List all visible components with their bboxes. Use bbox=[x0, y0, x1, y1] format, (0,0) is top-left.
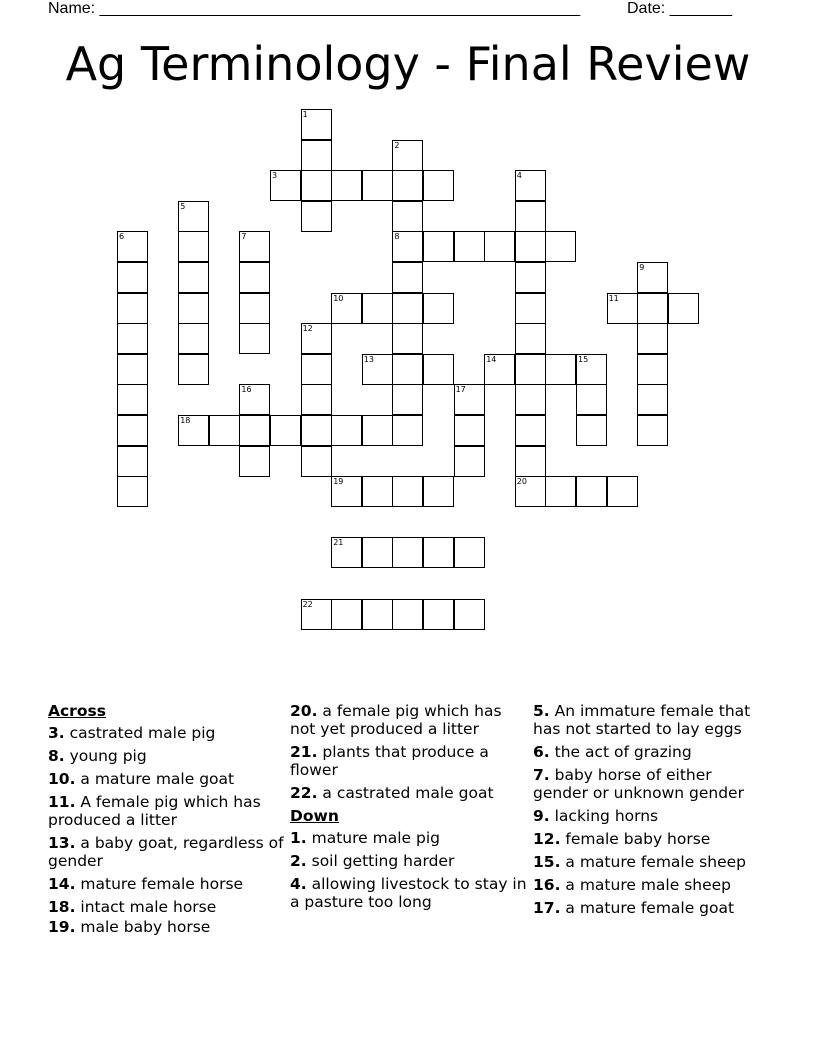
grid-cell[interactable] bbox=[637, 354, 668, 385]
clue-text: An immature female that has not started to lay eggs bbox=[533, 702, 751, 738]
down-clue bbox=[533, 807, 771, 825]
clue-number: 9. bbox=[533, 807, 550, 825]
grid-cell[interactable] bbox=[515, 384, 546, 415]
clue-text: castrated male pig bbox=[69, 724, 216, 742]
grid-cell[interactable] bbox=[637, 384, 668, 415]
grid-cell[interactable] bbox=[515, 201, 546, 232]
grid-cell[interactable] bbox=[668, 293, 699, 324]
grid-cell[interactable] bbox=[392, 415, 423, 446]
grid-cell[interactable] bbox=[607, 476, 638, 507]
cell-number: 19 bbox=[333, 477, 344, 487]
cell-number: 11 bbox=[608, 293, 619, 303]
across-clue bbox=[48, 793, 286, 829]
grid-cell[interactable] bbox=[454, 384, 485, 415]
across-clue bbox=[48, 834, 286, 870]
clue-text: allowing livestock to stay in a pasture too long bbox=[290, 875, 527, 911]
clue-number: 19. bbox=[48, 918, 76, 936]
cell-number: 13 bbox=[363, 354, 374, 364]
grid-cell[interactable] bbox=[362, 537, 393, 568]
grid-cell[interactable] bbox=[301, 140, 332, 171]
grid-cell[interactable] bbox=[362, 170, 393, 201]
across-clue bbox=[48, 898, 286, 916]
grid-cell[interactable] bbox=[239, 231, 270, 262]
down-heading: Down bbox=[290, 807, 339, 825]
grid-cell[interactable] bbox=[515, 293, 546, 324]
grid-cell[interactable] bbox=[362, 293, 393, 324]
grid-cell[interactable] bbox=[178, 293, 209, 324]
grid-cell[interactable] bbox=[117, 354, 148, 385]
grid-cell[interactable] bbox=[515, 415, 546, 446]
grid-cell[interactable] bbox=[301, 446, 332, 477]
grid-cell[interactable] bbox=[515, 446, 546, 477]
down-clue bbox=[290, 852, 528, 870]
grid-cell[interactable] bbox=[117, 476, 148, 507]
cell-number: 10 bbox=[333, 293, 344, 303]
grid-cell[interactable] bbox=[178, 201, 209, 232]
grid-cell[interactable] bbox=[576, 384, 607, 415]
clue-text: mature female horse bbox=[80, 875, 244, 893]
grid-cell[interactable] bbox=[392, 201, 423, 232]
grid-cell[interactable] bbox=[301, 354, 332, 385]
grid-cell[interactable] bbox=[331, 476, 362, 507]
clue-number: 11. bbox=[48, 793, 76, 811]
grid-cell[interactable] bbox=[117, 384, 148, 415]
down-clue bbox=[533, 830, 771, 848]
clue-number: 1. bbox=[290, 829, 307, 847]
grid-cell[interactable] bbox=[515, 170, 546, 201]
grid-cell[interactable] bbox=[454, 446, 485, 477]
grid-cell[interactable] bbox=[423, 599, 454, 630]
clue-number: 6. bbox=[533, 743, 550, 761]
clue-number: 10. bbox=[48, 770, 76, 788]
across-clue bbox=[48, 724, 286, 742]
down-clue bbox=[533, 899, 771, 917]
grid-cell[interactable] bbox=[454, 537, 485, 568]
grid-cell[interactable] bbox=[515, 262, 546, 293]
name-field-label: Name: ______________________________________________________ bbox=[48, 0, 581, 17]
grid-cell[interactable] bbox=[576, 476, 607, 507]
grid-cell[interactable] bbox=[576, 354, 607, 385]
clue-text: male baby horse bbox=[80, 918, 211, 936]
grid-cell[interactable] bbox=[239, 323, 270, 354]
clue-number: 18. bbox=[48, 898, 76, 916]
cell-number: 4 bbox=[516, 171, 522, 181]
grid-cell[interactable] bbox=[178, 231, 209, 262]
grid-cell[interactable] bbox=[117, 293, 148, 324]
clue-column-1 bbox=[48, 702, 286, 941]
cell-number: 17 bbox=[455, 385, 466, 395]
grid-cell[interactable] bbox=[331, 293, 362, 324]
grid-cell[interactable] bbox=[117, 323, 148, 354]
grid-cell[interactable] bbox=[637, 293, 668, 324]
cell-number: 7 bbox=[241, 232, 247, 242]
clue-column-2 bbox=[290, 702, 528, 916]
grid-cell[interactable] bbox=[331, 599, 362, 630]
grid-cell[interactable] bbox=[362, 476, 393, 507]
clue-text: mature male pig bbox=[311, 829, 440, 847]
grid-cell[interactable] bbox=[392, 476, 423, 507]
cell-number: 14 bbox=[486, 354, 497, 364]
grid-cell[interactable] bbox=[423, 293, 454, 324]
across-clue bbox=[290, 743, 528, 779]
grid-cell[interactable] bbox=[117, 415, 148, 446]
grid-cell[interactable] bbox=[239, 384, 270, 415]
grid-cell[interactable] bbox=[239, 262, 270, 293]
cell-number: 9 bbox=[639, 263, 645, 272]
down-clue bbox=[290, 875, 528, 911]
grid-cell[interactable] bbox=[301, 415, 332, 446]
grid-cell[interactable] bbox=[454, 231, 485, 262]
across-clue bbox=[48, 747, 286, 765]
grid-cell[interactable] bbox=[178, 262, 209, 293]
grid-cell[interactable] bbox=[515, 323, 546, 354]
grid-cell[interactable] bbox=[117, 446, 148, 477]
clue-text: a castrated male goat bbox=[322, 784, 494, 802]
grid-cell[interactable] bbox=[301, 323, 332, 354]
grid-cell[interactable] bbox=[331, 170, 362, 201]
clue-number: 12. bbox=[533, 830, 561, 848]
grid-cell[interactable] bbox=[301, 599, 332, 630]
grid-cell[interactable] bbox=[178, 415, 209, 446]
clue-number: 17. bbox=[533, 899, 561, 917]
grid-cell[interactable] bbox=[515, 476, 546, 507]
cell-number: 22 bbox=[302, 599, 313, 609]
clue-number: 13. bbox=[48, 834, 76, 852]
clue-text: a mature female goat bbox=[565, 899, 735, 917]
clue-text: plants that produce a flower bbox=[290, 743, 489, 779]
grid-cell[interactable] bbox=[423, 231, 454, 262]
grid-cell[interactable] bbox=[423, 476, 454, 507]
grid-cell[interactable] bbox=[117, 231, 148, 262]
grid-cell[interactable] bbox=[331, 537, 362, 568]
grid-cell[interactable] bbox=[178, 323, 209, 354]
clue-number: 8. bbox=[48, 747, 65, 765]
cell-number: 8 bbox=[394, 232, 400, 242]
grid-cell[interactable] bbox=[607, 293, 638, 324]
clue-number: 5. bbox=[533, 702, 550, 720]
grid-cell[interactable] bbox=[576, 415, 607, 446]
clue-text: female baby horse bbox=[565, 830, 711, 848]
clue-text: intact male horse bbox=[80, 898, 217, 916]
down-clue bbox=[533, 876, 771, 894]
cell-number: 5 bbox=[180, 201, 186, 211]
grid-cell[interactable] bbox=[392, 384, 423, 415]
clue-number: 20. bbox=[290, 702, 318, 720]
grid-cell[interactable] bbox=[392, 170, 423, 201]
grid-cell[interactable] bbox=[637, 415, 668, 446]
clue-text: young pig bbox=[69, 747, 147, 765]
grid-cell[interactable] bbox=[515, 231, 546, 262]
down-clue bbox=[533, 743, 771, 761]
down-clue bbox=[533, 853, 771, 871]
grid-cell[interactable] bbox=[209, 415, 240, 446]
grid-cell[interactable] bbox=[392, 323, 423, 354]
clue-text: a mature male sheep bbox=[565, 876, 732, 894]
grid-cell[interactable] bbox=[239, 415, 270, 446]
cell-number: 3 bbox=[272, 171, 278, 181]
clue-number: 21. bbox=[290, 743, 318, 761]
grid-cell[interactable] bbox=[637, 323, 668, 354]
cell-number: 16 bbox=[241, 385, 252, 395]
clue-number: 22. bbox=[290, 784, 318, 802]
cell-number: 1 bbox=[302, 110, 308, 119]
grid-cell[interactable] bbox=[392, 293, 423, 324]
cell-number: 18 bbox=[180, 416, 191, 425]
grid-cell[interactable] bbox=[392, 599, 423, 630]
clue-number: 14. bbox=[48, 875, 76, 893]
clue-number: 3. bbox=[48, 724, 65, 742]
clue-text: a mature female sheep bbox=[565, 853, 746, 871]
grid-cell[interactable] bbox=[392, 354, 423, 385]
grid-cell[interactable] bbox=[117, 262, 148, 293]
cell-number: 15 bbox=[578, 354, 589, 364]
down-clue bbox=[533, 766, 771, 802]
clue-text: A female pig which has produced a litter bbox=[48, 793, 261, 829]
grid-cell[interactable] bbox=[392, 140, 423, 171]
grid-cell[interactable] bbox=[239, 446, 270, 477]
grid-cell[interactable] bbox=[301, 109, 332, 140]
grid-cell[interactable] bbox=[301, 170, 332, 201]
grid-cell[interactable] bbox=[331, 415, 362, 446]
grid-cell[interactable] bbox=[301, 201, 332, 232]
grid-cell[interactable] bbox=[423, 354, 454, 385]
across-clue bbox=[290, 784, 528, 802]
grid-cell[interactable] bbox=[270, 170, 301, 201]
clue-number: 2. bbox=[290, 852, 307, 870]
grid-cell[interactable] bbox=[301, 384, 332, 415]
grid-cell[interactable] bbox=[545, 354, 576, 385]
cell-number: 2 bbox=[394, 140, 400, 150]
grid-cell[interactable] bbox=[178, 354, 209, 385]
grid-cell[interactable] bbox=[239, 293, 270, 324]
clue-column-3 bbox=[533, 702, 771, 922]
grid-cell[interactable] bbox=[484, 354, 515, 385]
clue-number: 16. bbox=[533, 876, 561, 894]
clue-number: 15. bbox=[533, 853, 561, 871]
grid-cell[interactable] bbox=[637, 262, 668, 293]
grid-cell[interactable] bbox=[454, 415, 485, 446]
grid-cell[interactable] bbox=[392, 262, 423, 293]
grid-cell[interactable] bbox=[545, 231, 576, 262]
grid-cell[interactable] bbox=[362, 599, 393, 630]
grid-cell[interactable] bbox=[515, 354, 546, 385]
clue-text: a baby goat, regardless of gender bbox=[48, 834, 284, 870]
across-clue bbox=[290, 702, 528, 738]
grid-cell[interactable] bbox=[454, 599, 485, 630]
grid-cell[interactable] bbox=[392, 537, 423, 568]
cell-number: 6 bbox=[119, 232, 125, 242]
down-clue bbox=[290, 829, 528, 847]
grid-cell[interactable] bbox=[392, 231, 423, 262]
cell-number: 12 bbox=[302, 324, 313, 334]
grid-cell[interactable] bbox=[270, 415, 301, 446]
grid-cell[interactable] bbox=[362, 354, 393, 385]
across-clue bbox=[48, 875, 286, 893]
grid-cell[interactable] bbox=[484, 231, 515, 262]
cell-number: 21 bbox=[333, 538, 344, 548]
down-clue bbox=[533, 702, 771, 738]
cell-number: 20 bbox=[516, 477, 527, 487]
grid-cell[interactable] bbox=[545, 476, 576, 507]
clue-text: the act of grazing bbox=[554, 743, 692, 761]
date-field-label: Date: _______ bbox=[627, 0, 732, 17]
clue-text: a mature male goat bbox=[80, 770, 235, 788]
page-title: Ag Terminology - Final Review bbox=[65, 37, 751, 91]
clue-number: 7. bbox=[533, 766, 550, 784]
clue-text: soil getting harder bbox=[311, 852, 455, 870]
across-clue bbox=[48, 918, 286, 936]
clue-text: lacking horns bbox=[554, 807, 659, 825]
grid-cell[interactable] bbox=[423, 170, 454, 201]
across-heading: Across bbox=[48, 702, 106, 720]
grid-cell[interactable] bbox=[362, 415, 393, 446]
clue-text: baby horse of either gender or unknown gender bbox=[533, 766, 744, 802]
across-clue bbox=[48, 770, 286, 788]
clue-number: 4. bbox=[290, 875, 307, 893]
clue-text: a female pig which has not yet produced a litter bbox=[290, 702, 502, 738]
grid-cell[interactable] bbox=[423, 537, 454, 568]
